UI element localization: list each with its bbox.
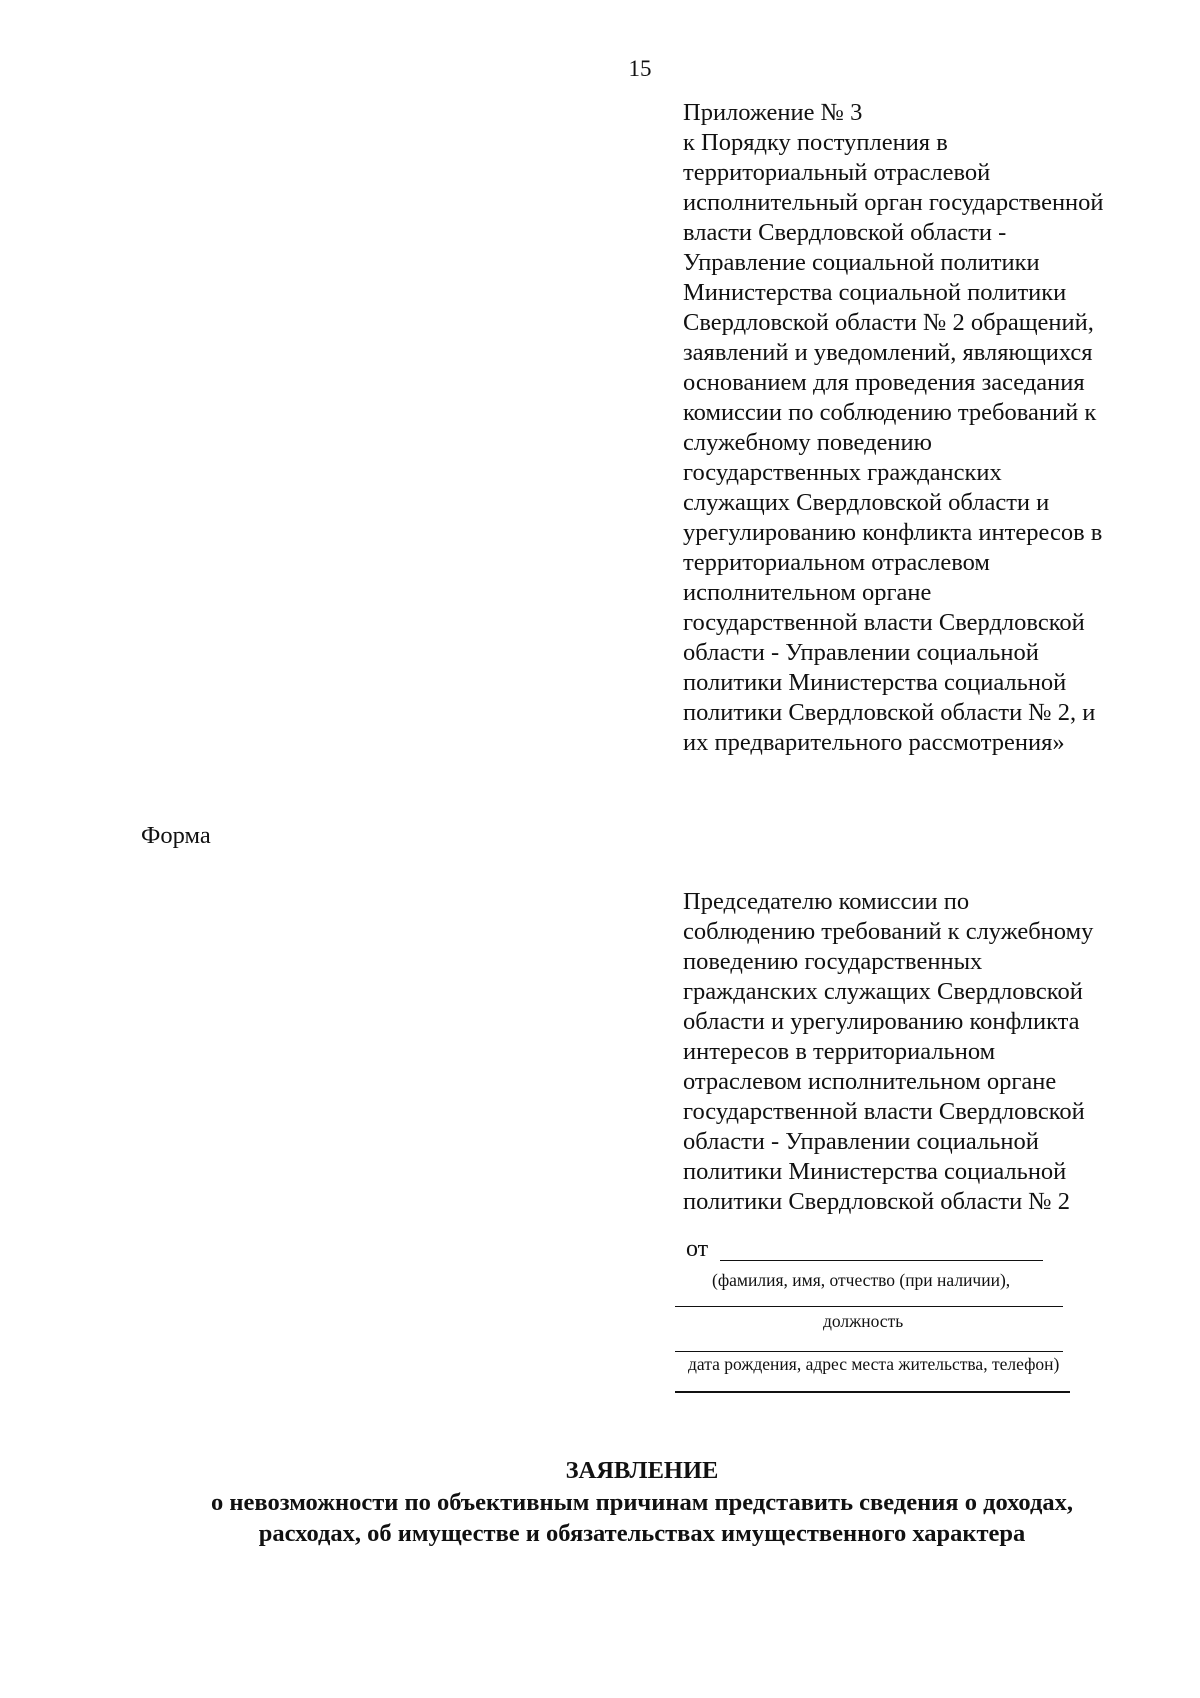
appendix-line: исполнительном органе [683,579,932,606]
appendix-line: их предварительного рассмотрения» [683,729,1065,756]
details-caption: дата рождения, адрес места жительства, телефон) [688,1354,1060,1374]
appendix-line: исполнительный орган государственной [683,189,1104,216]
appendix-line: области - Управлении социальной [683,639,1039,666]
position-field-line[interactable] [675,1306,1063,1307]
addressee-line: соблюдению требований к служебному [683,918,1094,945]
appendix-line: Управление социальной политики [683,249,1040,276]
appendix-line: Приложение № 3 [683,99,863,126]
appendix-line: государственной власти Свердловской [683,609,1085,636]
statement-subtitle-line-2: расходах, об имуществе и обязательствах имущественного характера [258,1520,1026,1547]
statement-subtitle-line-1: о невозможности по объективным причинам представить сведения о доходах, [211,1489,1073,1516]
addressee-line: политики Свердловской области № 2 [683,1188,1071,1215]
form-label: Форма [141,822,211,849]
addressee-line: области - Управлении социальной [683,1128,1039,1155]
addressee-line: гражданских служащих Свердловской [683,978,1083,1005]
details-field-line[interactable] [675,1351,1063,1352]
addressee-line: области и урегулированию конфликта [683,1008,1080,1035]
appendix-reference [683,98,1104,758]
addressee-line: Председателю комиссии по [683,888,970,915]
appendix-line: к Порядку поступления в [683,129,948,156]
addressee-line: государственной власти Свердловской [683,1098,1085,1125]
appendix-line: власти Свердловской области - [683,219,1007,246]
appendix-line: служебному поведению [683,429,932,456]
addressee-line: политики Министерства социальной [683,1158,1067,1185]
statement-heading: ЗАЯВЛЕНИЕ [565,1457,719,1484]
addressee-line: отраслевом исполнительном органе [683,1068,1057,1095]
name-field-line[interactable] [720,1260,1043,1261]
position-caption: должность [823,1311,904,1331]
from-label: от [686,1236,709,1262]
page-number: 15 [628,56,652,81]
appendix-line: урегулированию конфликта интересов в [683,519,1103,546]
appendix-line: Свердловской области № 2 обращений, [683,309,1094,336]
appendix-line: основанием для проведения заседания [683,369,1085,396]
addressee-line: поведению государственных [683,948,983,975]
name-caption: (фамилия, имя, отчество (при наличии), [712,1270,1011,1290]
appendix-line: политики Свердловской области № 2, и [683,699,1096,726]
appendix-line: служащих Свердловской области и [683,489,1050,516]
appendix-line: комиссии по соблюдению требований к [683,399,1097,426]
appendix-line: государственных гражданских [683,459,1002,486]
appendix-line: Министерства социальной политики [683,279,1067,306]
appendix-line: территориальном отраслевом [683,549,990,576]
appendix-line: заявлений и уведомлений, являющихся [683,339,1093,366]
addressee-line: интересов в территориальном [683,1038,996,1065]
addressee-block [683,887,1093,1217]
appendix-line: политики Министерства социальной [683,669,1067,696]
appendix-line: территориальный отраслевой [683,159,991,186]
extra-field-line[interactable] [675,1391,1070,1393]
